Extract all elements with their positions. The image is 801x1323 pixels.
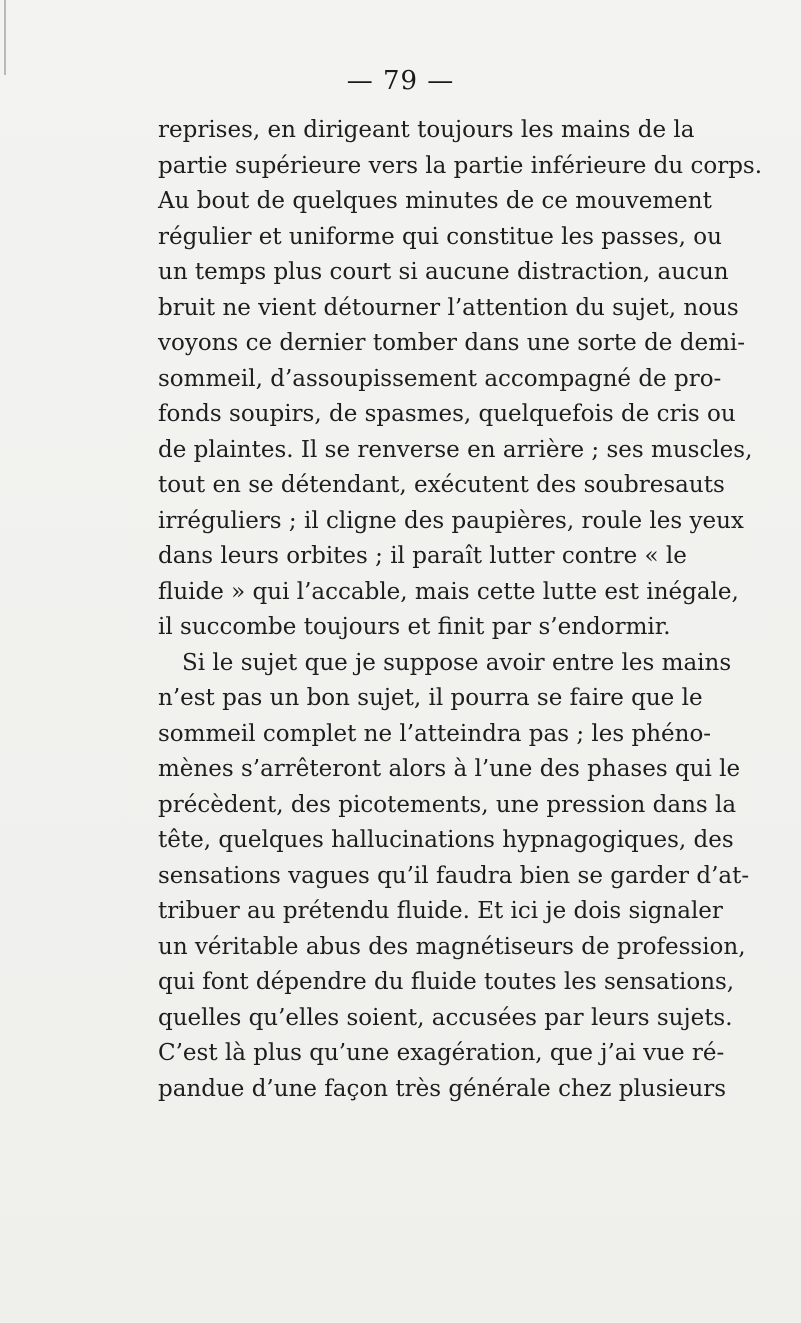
text-line: pandue d’une façon très générale chez plusieurs bbox=[158, 1075, 727, 1102]
text-line: un véritable abus des magnétiseurs de profession, bbox=[158, 933, 746, 960]
text-line: fonds soupirs, de spasmes, quelquefois de cris ou bbox=[158, 401, 736, 427]
page-edge-line bbox=[4, 0, 6, 75]
text-line: fluide » qui l’accable, mais cette lutte est inégale, bbox=[158, 578, 739, 605]
text-line: tribuer au prétendu fluide. Et ici je dois signaler bbox=[158, 898, 723, 924]
text-line: qui font dépendre du fluide toutes les sensations, bbox=[158, 969, 735, 995]
text-line: Au bout de quelques minutes de ce mouvement bbox=[158, 188, 712, 214]
text-line: dans leurs orbites ; il paraît lutter contre « le bbox=[158, 543, 687, 569]
text-line: mènes s’arrêteront alors à l’une des phases qui le bbox=[158, 756, 741, 782]
text-line: irréguliers ; il cligne des paupières, roule les yeux bbox=[158, 507, 744, 534]
text-line: un temps plus court si aucune distraction, aucun bbox=[158, 259, 729, 285]
text-line: bruit ne vient détourner l’attention du sujet, nous bbox=[158, 294, 739, 321]
text-line: sensations vagues qu’il faudra bien se garder d’at- bbox=[158, 862, 750, 889]
text-line: précèdent, des picotements, une pression dans la bbox=[158, 791, 737, 818]
text-line: régulier et uniforme qui constitue les passes, ou bbox=[158, 223, 722, 250]
body-text bbox=[158, 113, 763, 1107]
text-line: tout en se détendant, exécutent des soubresauts bbox=[158, 472, 725, 498]
text-line: il succombe toujours et finit par s’endormir. bbox=[158, 614, 671, 640]
text-line: quelles qu’elles soient, accusées par leurs sujets. bbox=[158, 1004, 733, 1031]
page-number: — 79 — bbox=[346, 66, 455, 96]
text-line: C’est là plus qu’une exagération, que j’ai vue ré- bbox=[158, 1040, 725, 1066]
text-line: n’est pas un bon sujet, il pourra se faire que le bbox=[158, 685, 703, 711]
text-line: reprises, en dirigeant toujours les mains de la bbox=[158, 117, 695, 143]
text-line: sommeil complet ne l’atteindra pas ; les phéno- bbox=[158, 720, 712, 747]
paragraph-start-line: Si le sujet que je suppose avoir entre les mains bbox=[182, 649, 732, 676]
text-line: tête, quelques hallucinations hypnagogiques, des bbox=[158, 827, 734, 853]
text-line: sommeil, d’assoupissement accompagné de pro- bbox=[158, 365, 722, 392]
text-line: voyons ce dernier tomber dans une sorte de demi- bbox=[158, 330, 746, 356]
text-line: de plaintes. Il se renverse en arrière ; ses muscles, bbox=[158, 436, 753, 463]
text-line: partie supérieure vers la partie inférieure du corps. bbox=[158, 152, 763, 179]
